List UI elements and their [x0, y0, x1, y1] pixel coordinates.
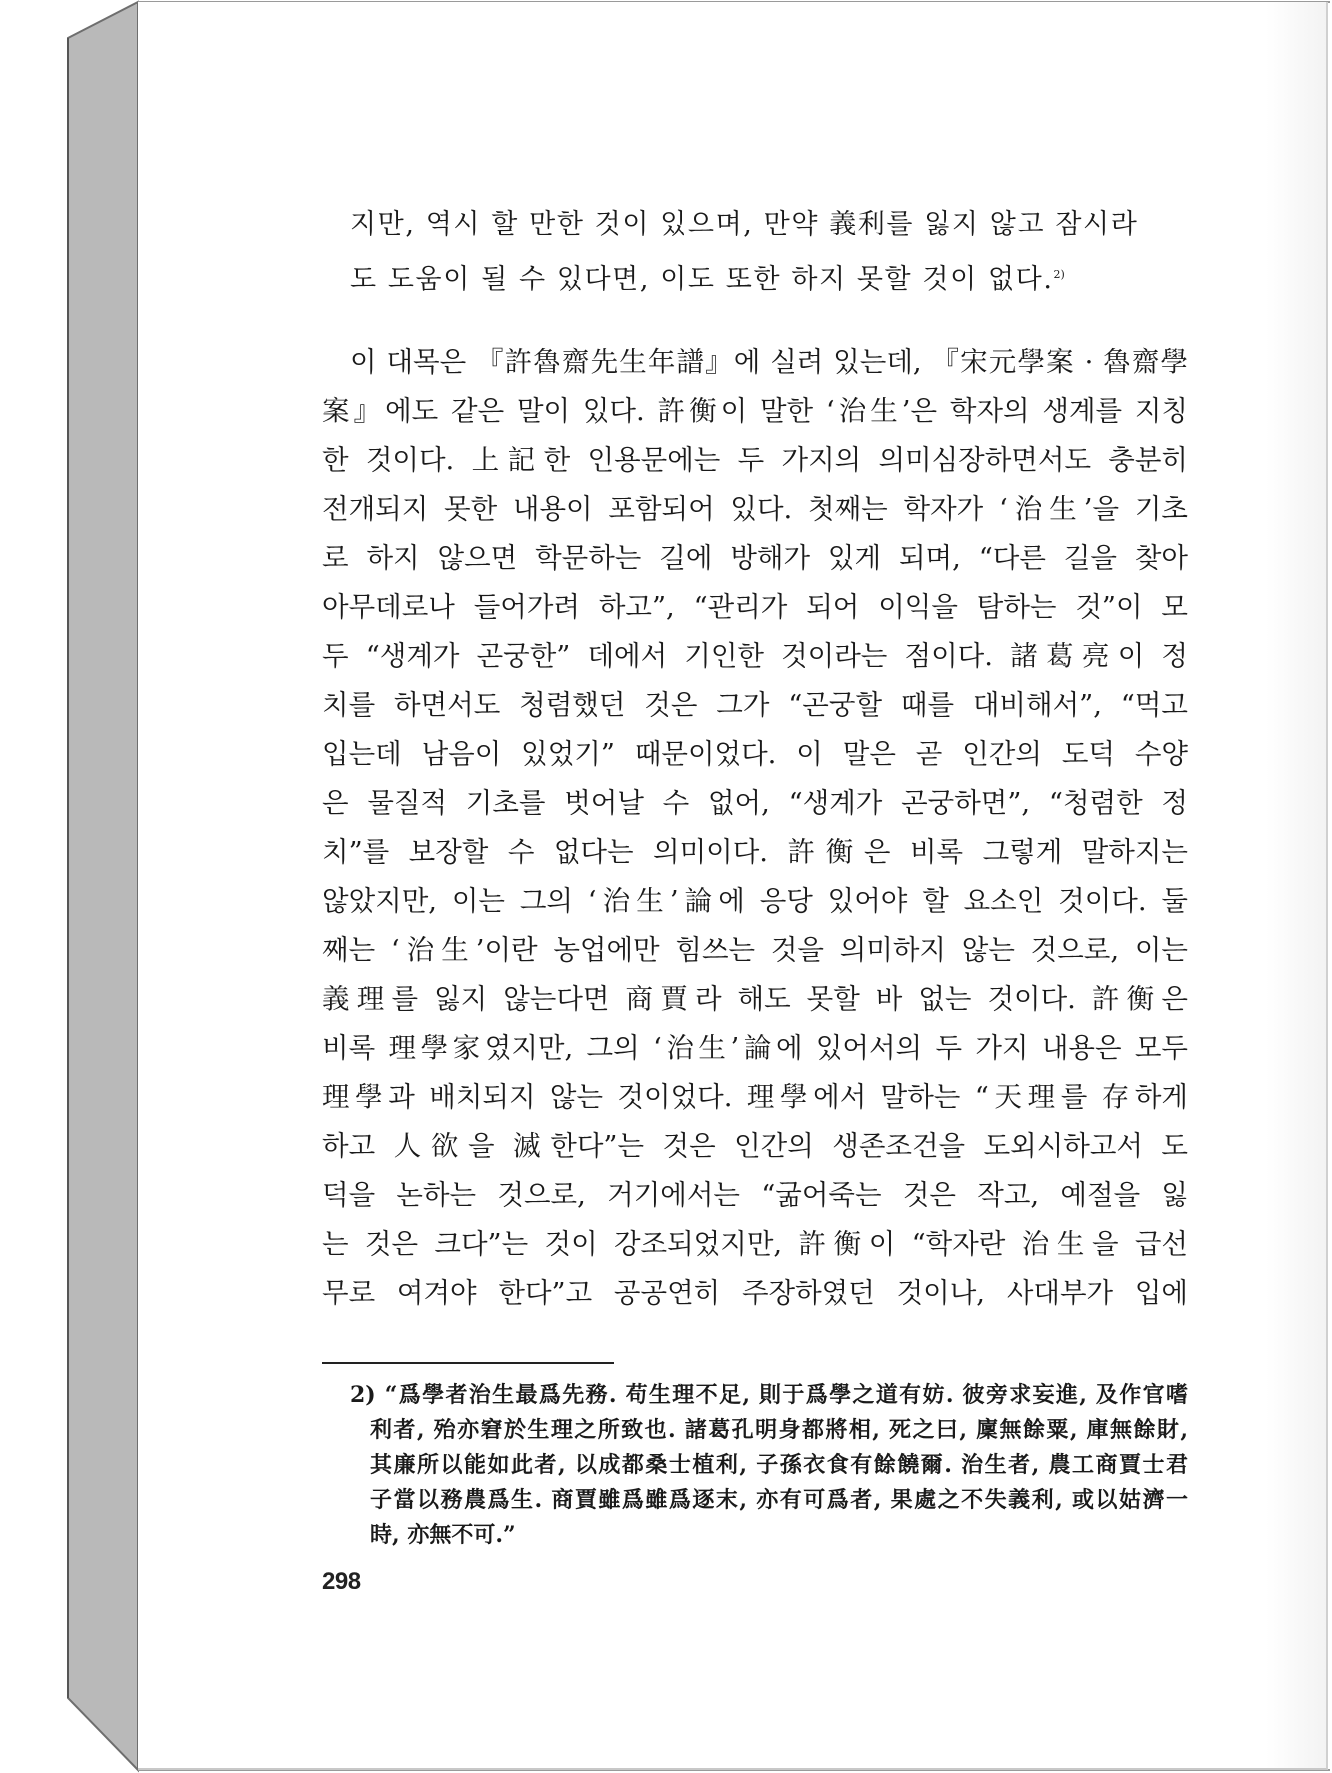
- footnote-line: 2) “爲學者治生最爲先務. 苟生理不足, 則于爲學之道有妨. 彼旁求妄進, 及作官嗜: [350, 1382, 1188, 1408]
- block-quote: [350, 200, 1170, 300]
- book-spine-side: [68, 2, 138, 1770]
- text-line: 째는 ‘治生’이란 농업에만 힘쓰는 것을 의미하지 않는 것으로, 이는: [322, 934, 1188, 966]
- text-line: 두 “생계가 곤궁한” 데에서 기인한 것이라는 점이다. 諸葛亮이 정: [322, 640, 1188, 672]
- text-line: 치”를 보장할 수 없다는 의미이다. 許衡은 비록 그렇게 말하지는: [322, 836, 1188, 868]
- text-line: 아무데로나 들어가려 하고”, “관리가 되어 이익을 탐하는 것”이 모: [322, 591, 1188, 623]
- footnote: [322, 1378, 1188, 1553]
- footnote-line: 其廉所以能如此者, 以成都桑士植利, 子孫衣食有餘饒爾. 治生者, 農工商賈士君: [370, 1452, 1188, 1478]
- page-number: 298: [322, 1568, 361, 1595]
- text-line: 로 하지 않으면 학문하는 길에 방해가 있게 되며, “다른 길을 찾아: [322, 542, 1188, 574]
- text-line: 무로 여겨야 한다”고 공공연히 주장하였던 것이나, 사대부가 입에: [322, 1277, 1188, 1309]
- text-line: 案』에도 같은 말이 있다. 許衡이 말한 ‘治生’은 학자의 생계를 지칭: [322, 395, 1188, 427]
- body-paragraph: [322, 338, 1188, 1318]
- text-line: 하고 人欲을 滅한다”는 것은 인간의 생존조건을 도외시하고서 도: [322, 1130, 1188, 1162]
- quote-line: 도 도움이 될 수 있다면, 이도 또한 하지 못할 것이 없다.$^{2)}$: [350, 264, 1065, 295]
- text-line: 는 것은 크다”는 것이 강조되었지만, 許衡이 “학자란 治生을 급선: [322, 1228, 1188, 1260]
- text-line: 않았지만, 이는 그의 ‘治生’論에 응당 있어야 할 요소인 것이다. 둘: [322, 885, 1188, 917]
- footnote-line: 時, 亦無不可.”: [370, 1522, 516, 1548]
- text-line: 理學과 배치되지 않는 것이었다. 理學에서 말하는 “天理를 存하게: [322, 1081, 1188, 1113]
- text-line: 한 것이다. 上記한 인용문에는 두 가지의 의미심장하면서도 충분히: [322, 444, 1188, 476]
- footnote-line: 子當以務農爲生. 商賈雖爲雖爲逐末, 亦有可爲者, 果處之不失義利, 或以姑濟一: [370, 1487, 1188, 1513]
- footnote-divider: [322, 1362, 614, 1364]
- text-line: 은 물질적 기초를 벗어날 수 없어, “생계가 곤궁하면”, “청렴한 정: [322, 787, 1188, 819]
- quote-line: 지만, 역시 할 만한 것이 있으며, 만약 義利를 잃지 않고 잠시라: [350, 209, 1139, 240]
- text-line: 전개되지 못한 내용이 포함되어 있다. 첫째는 학자가 ‘治生’을 기초: [322, 493, 1188, 525]
- footnote-reference[interactable]: 2): [1053, 268, 1065, 281]
- text-line: 치를 하면서도 청렴했던 것은 그가 “곤궁할 때를 대비해서”, “먹고: [322, 689, 1188, 721]
- text-line: 덕을 논하는 것으로, 거기에서는 “굶어죽는 것은 작고, 예절을 잃: [322, 1179, 1188, 1211]
- page-content: [322, 200, 1187, 1553]
- text-line: 입는데 남음이 있었기” 때문이었다. 이 말은 곧 인간의 도덕 수양: [322, 738, 1188, 770]
- footnote-line: 利者, 殆亦窘於生理之所致也. 諸葛孔明身都將相, 死之曰, 廩無餘粟, 庫無餘財,: [370, 1417, 1188, 1443]
- text-line: 義理를 잃지 않는다면 商賈라 해도 못할 바 없는 것이다. 許衡은: [322, 983, 1188, 1015]
- text-line: 비록 理學家였지만, 그의 ‘治生’論에 있어서의 두 가지 내용은 모두: [322, 1032, 1188, 1064]
- text-line: 이 대목은 『許魯齋先生年譜』에 실려 있는데, 『宋元學案 · 魯齋學: [350, 346, 1188, 378]
